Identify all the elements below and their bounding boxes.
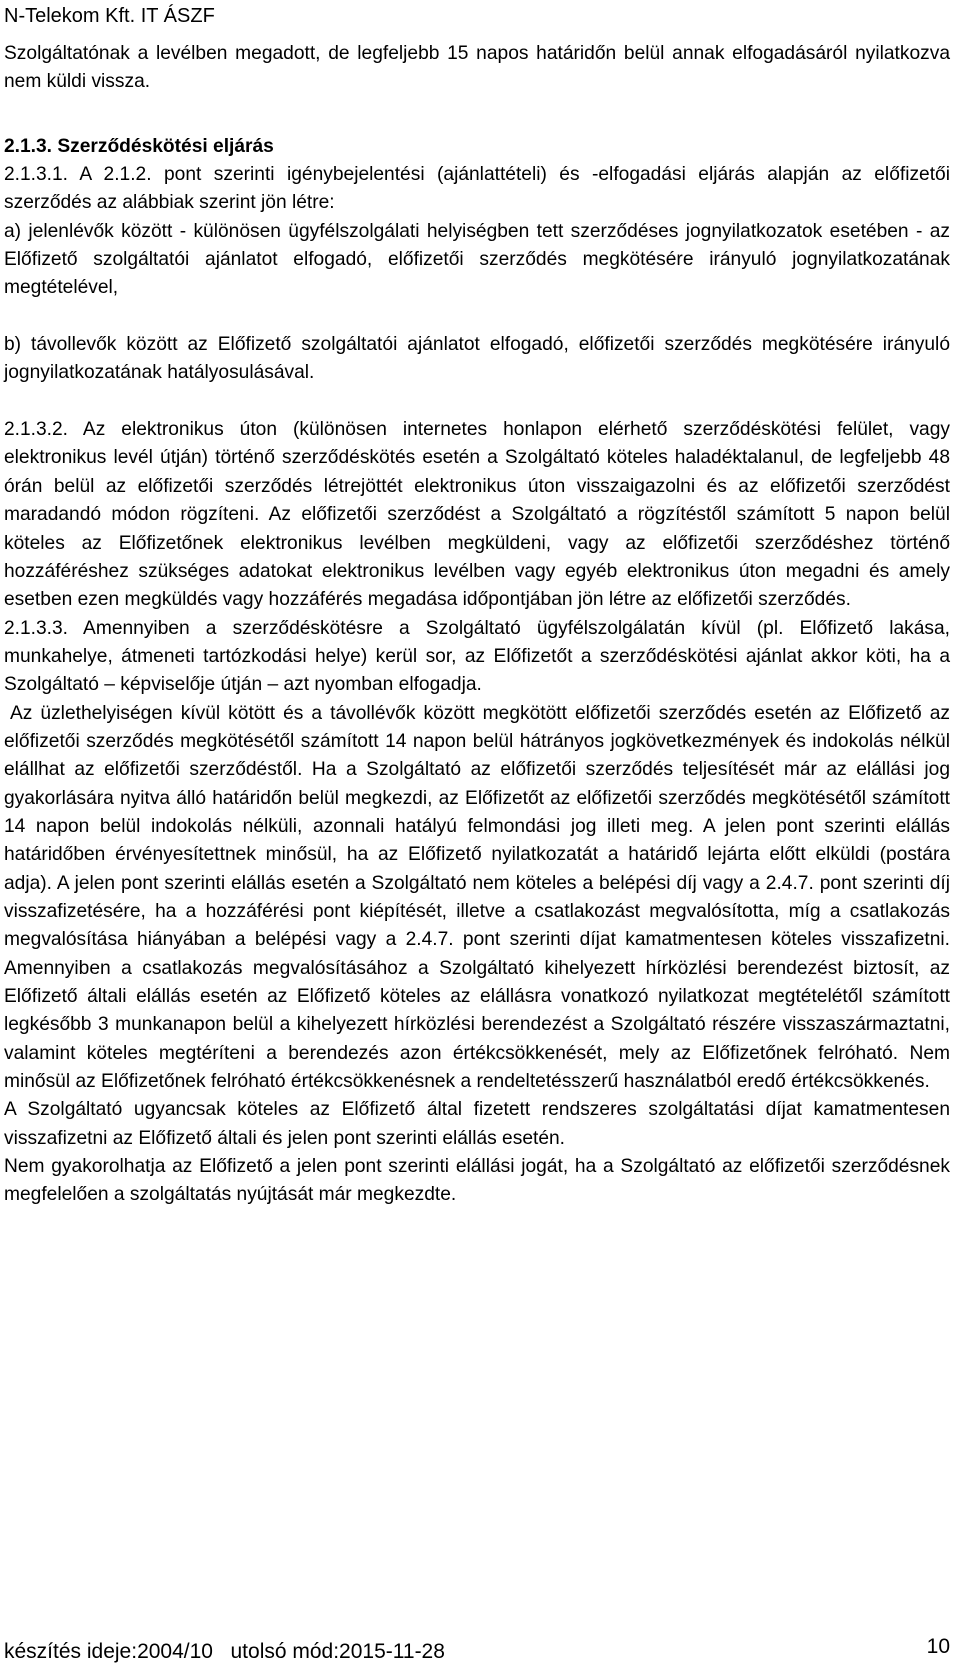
paragraph-2-1-3-2: 2.1.3.2. Az elektronikus úton (különösen internetes honlapon elérhető szerződéskötési felület, vagy elektronikus levél útján) történő szerződéskötés esetén a Szolgáltató köteles haladéktalanul, de legfeljebb 48 órán belül az előfizetői szerződés létrejöttét elektronikus úton visszaigazolni és az előfizetői szerződést maradandó módon rögzíteni. Az előfizetői szerződést a Szolgáltató a rögzítéstől számított 5 napon belül köteles az Előfizetőnek elektronikus levélben megküldeni, vagy az előfizetői szerződéshez történő hozzáféréshez szükséges adatokat elektronikus levélben vagy egyéb elektronikus úton megadni és amely esetben ezen megküldés vagy hozzáférés megadása időpontjában jön létre az előfizetői szerződés. xyxy=(4,419,950,611)
paragraph-item-b: b) távollevők között az Előfizető szolgáltatói ajánlatot elfogadó, előfizetői szerződés megkötésére irányuló jognyilatkozatának hatályosulásával. xyxy=(4,334,950,384)
paragraph-continuation: Szolgáltatónak a levélben megadott, de legfeljebb 15 napos határidőn belül annak elfogadásáról nyilatkozva nem küldi vissza. xyxy=(4,43,950,93)
footer-created: készítés ideje:2004/10 xyxy=(4,1640,213,1663)
page-number: 10 xyxy=(926,1635,950,1658)
paragraph-withdrawal: Az üzlethelyiségen kívül kötött és a távollévők között megkötött előfizetői szerződés esetén az Előfizető az előfizetői szerződés megkötésétől számított 14 napon belül hátrányos jogkövetkezmények és indokolás nélkül elállhat az előfizetői szerződéstől. Ha a Szolgáltató az előfizetői szerződés teljesítését már az elállási jog gyakorlására nyitva álló határidőn belül megkezdi, az Előfizetőt az előfizetői szerződés megkötésétől számított 14 napon belül indokolás nélküli, azonnali hatályú felmondási jog illeti meg. A jelen pont szerinti elállás határidőben érvényesítettnek minősül, ha az Előfizető nyilatkozatát a határidő lejárta előtt elküldi (postára adja). A jelen pont szerinti elállás esetén a Szolgáltató nem köteles a belépési díj vagy a 2.4.7. pont szerinti díj visszafizetésére, ha a hozzáférési pont kiépítését, illetve a csatlakozást megvalósította, míg a csatlakozás megvalósítása hiányában a belépési vagy a 2.4.7. pont szerinti díjat kamatmentesen köteles visszafizetni. Amennyiben a csatlakozás megvalósításához a Szolgáltató kihelyezett hírközlési berendezést biztosít, az Előfizető általi elállás esetén az Előfizető köteles az elállásra vonatkozó nyilatkozat megtételétől számított legkésőbb 3 munkanapon belül a kihelyezett hírközlési berendezést a Szolgáltató részére visszaszármaztatni, valamint köteles megtéríteni a berendezés azon értékcsökkenését, mely az Előfizetőnek felróható. Nem minősül az Előfizetőnek felróható értékcsökkenésnek a rendeltetésszerű használatból eredő értékcsökkenés. xyxy=(4,702,950,1093)
paragraph-exception: Nem gyakorolhatja az Előfizető a jelen pont szerinti elállási jogát, ha a Szolgáltató az előfizetői szerződésnek megfelelően a szolgáltatás nyújtását már megkezdte. xyxy=(4,1156,950,1206)
paragraph-2-1-3-1: 2.1.3.1. A 2.1.2. pont szerinti igénybejelentési (ajánlattételi) és -elfogadási eljárás alapján az előfizetői szerződés az alábbiak szerint jön létre: xyxy=(4,164,950,214)
document-body xyxy=(4,40,950,1210)
footer-dates xyxy=(4,1639,445,1665)
paragraph-item-a: a) jelenlévők között - különösen ügyfélszolgálati helyiségben tett szerződéses jognyilatkozatok esetében - az Előfizető szolgáltatói ajánlatot elfogadó, előfizetői szerződés megkötésére irányuló jognyilatkozatának megtételével, xyxy=(4,220,950,299)
spacer xyxy=(4,97,950,125)
paragraph-refund: A Szolgáltató ugyancsak köteles az Előfizető által fizetett rendszeres szolgáltatási díjat kamatmentesen visszafizetni az Előfizető általi és jelen pont szerinti elállás esetén. xyxy=(4,1099,950,1149)
paragraph-2-1-3-3: 2.1.3.3. Amennyiben a szerződéskötésre a Szolgáltató ügyfélszolgálatán kívül (pl. Előfizető lakása, munkahelye, átmeneti tartózkodási helye) kerül sor, az Előfizetőt a szerződéskötési ajánlat akkor köti, ha a Szolgáltató – képviselője útján – azt nyomban elfogadja. xyxy=(4,617,950,696)
footer-modified: utolsó mód:2015-11-28 xyxy=(230,1640,445,1663)
section-heading: 2.1.3. Szerződéskötési eljárás xyxy=(4,135,274,157)
page-header: N-Telekom Kft. IT ÁSZF xyxy=(4,5,215,27)
